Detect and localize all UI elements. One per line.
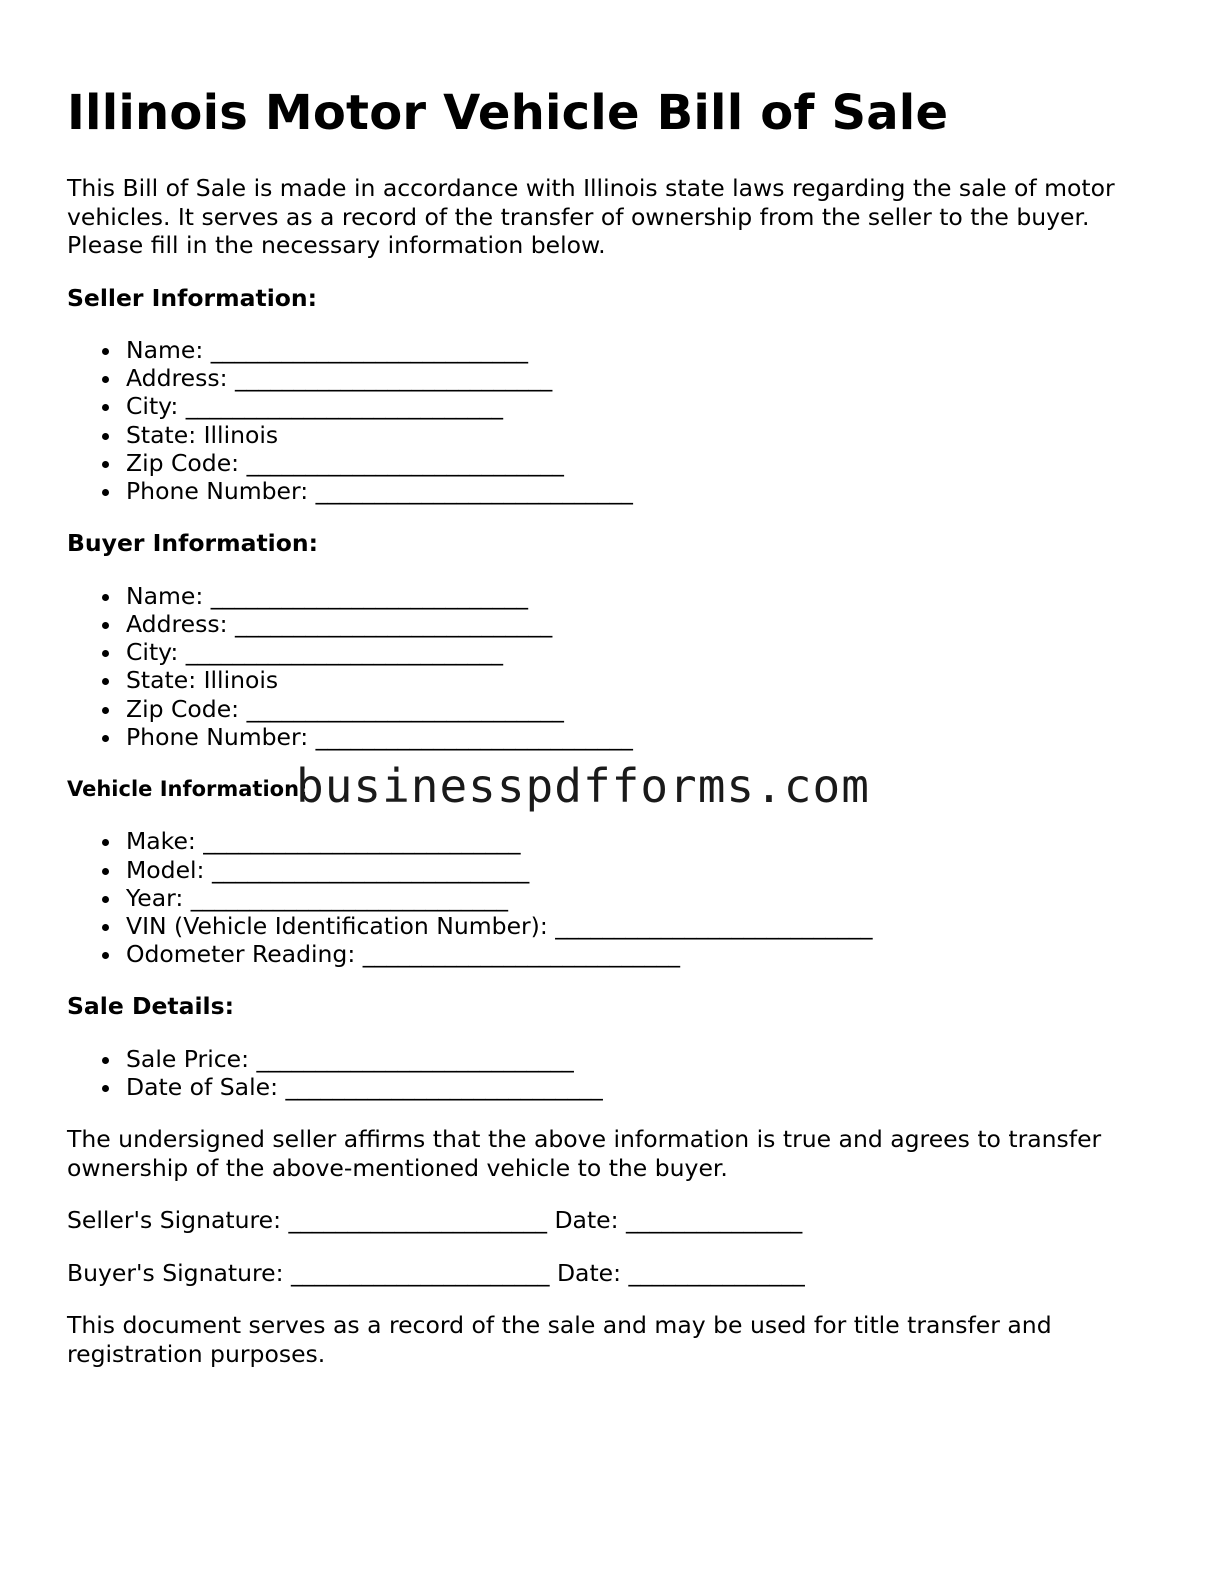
vehicle-model-field: Model: ___________________________: [126, 856, 1157, 884]
buyer-zip-field: Zip Code: ___________________________: [126, 695, 1157, 723]
affirmation-paragraph: The undersigned seller affirms that the above information is true and agrees to transfer ownership of the above-mentioned vehicle to the buyer.: [67, 1125, 1102, 1182]
sale-date-field: Date of Sale: ___________________________: [126, 1073, 1157, 1101]
buyer-name-field: Name: ___________________________: [126, 582, 1157, 610]
vehicle-year-field: Year: ___________________________: [126, 884, 1157, 912]
watermark: businesspdfforms.com: [296, 759, 870, 813]
buyer-list: [67, 582, 1157, 751]
vehicle-make-field: Make: ___________________________: [126, 827, 1157, 855]
vehicle-list: [67, 827, 1157, 968]
seller-phone-field: Phone Number: ___________________________: [126, 477, 1157, 505]
sale-list: [67, 1045, 1157, 1101]
seller-list: [67, 336, 1157, 505]
seller-heading: Seller Information:: [67, 283, 318, 312]
seller-name-field: Name: ___________________________: [126, 336, 1157, 364]
vehicle-vin-field: VIN (Vehicle Identification Number): ___________________________: [126, 912, 1157, 940]
intro-paragraph: This Bill of Sale is made in accordance with Illinois state laws regarding the sale of motor vehicles. It serves as a record of the transfer of ownership from the seller to the buyer. Please fill in the necessary information below.: [67, 174, 1115, 259]
sale-price-field: Sale Price: ___________________________: [126, 1045, 1157, 1073]
closing-paragraph: This document serves as a record of the sale and may be used for title transfer and registration purposes.: [67, 1311, 1052, 1368]
seller-signature-line: Seller's Signature: ______________________ Date: _______________: [67, 1206, 803, 1235]
seller-zip-field: Zip Code: ___________________________: [126, 449, 1157, 477]
vehicle-heading: Vehicle Information:: [67, 776, 308, 801]
buyer-state-field: State: Illinois: [126, 666, 1157, 694]
page-title: Illinois Motor Vehicle Bill of Sale: [67, 85, 949, 141]
buyer-phone-field: Phone Number: ___________________________: [126, 723, 1157, 751]
vehicle-odometer-field: Odometer Reading: ___________________________: [126, 940, 1157, 968]
buyer-heading: Buyer Information:: [67, 529, 319, 558]
seller-state-field: State: Illinois: [126, 421, 1157, 449]
buyer-address-field: Address: ___________________________: [126, 610, 1157, 638]
seller-address-field: Address: ___________________________: [126, 364, 1157, 392]
buyer-city-field: City: ___________________________: [126, 638, 1157, 666]
seller-city-field: City: ___________________________: [126, 392, 1157, 420]
buyer-signature-line: Buyer's Signature: ______________________ Date: _______________: [67, 1258, 805, 1287]
document-page: [67, 82, 1157, 1392]
sale-heading: Sale Details:: [67, 992, 234, 1021]
